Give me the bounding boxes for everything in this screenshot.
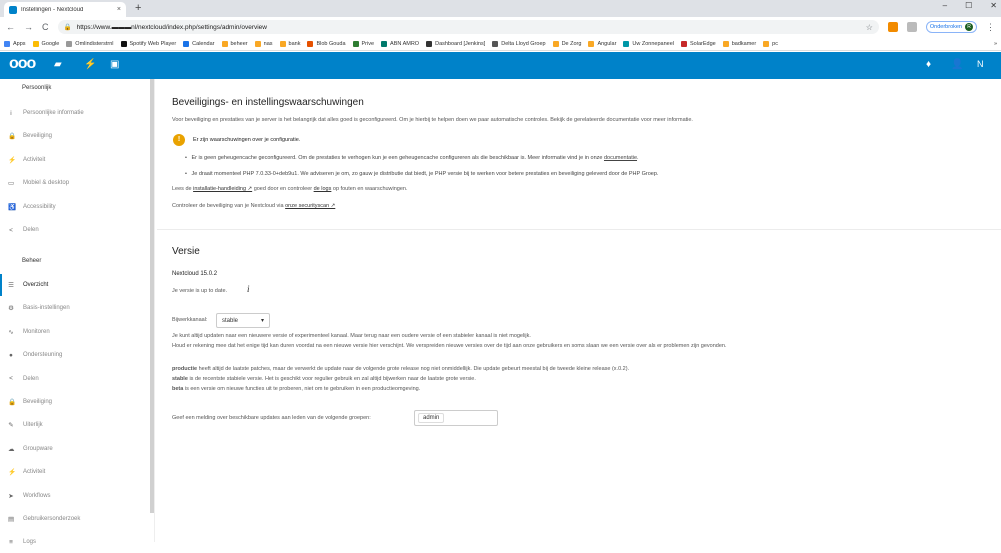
sidebar-item-activiteit[interactable] — [0, 461, 150, 483]
bookmark-item[interactable] — [121, 41, 177, 47]
scan-prefix: Controleer de beveiliging van je Nextcloud via — [172, 203, 284, 209]
sidebar-item-label: Beveiliging — [23, 133, 53, 140]
bookmark-item[interactable] — [623, 41, 674, 47]
sidebar-item-icon: ● — [9, 351, 13, 359]
sidebar-item-label: Delen — [23, 375, 39, 382]
update-channel-select[interactable] — [216, 313, 270, 328]
lock-icon: 🔒 — [63, 24, 72, 31]
notify-label: Geef een melding over beschikbare updates aan leden van de volgende groepen: — [172, 415, 371, 421]
minimize-button[interactable]: – — [942, 1, 948, 10]
sidebar-item-icon: 🔒 — [8, 399, 17, 406]
sidebar-item-persoonlijke-informatie[interactable] — [0, 102, 150, 124]
bookmark-item[interactable] — [588, 41, 616, 47]
bookmark-icon — [723, 41, 729, 47]
bookmark-icon — [33, 41, 39, 47]
sidebar-item-icon: ⚡ — [8, 156, 17, 164]
warning-icon: ! — [173, 134, 185, 146]
sidebar-item-label: Delen — [23, 227, 39, 233]
bookmark-icon — [121, 41, 127, 47]
notify-groups-input[interactable] — [414, 410, 498, 426]
group-tag[interactable]: admin — [418, 413, 444, 423]
channel-value: stable — [222, 317, 239, 324]
bookmark-item[interactable] — [492, 41, 545, 47]
sidebar-item-icon: ⚙ — [8, 305, 14, 313]
bookmark-label: nas — [263, 40, 273, 47]
sidebar-item-label: Persoonlijke informatie — [23, 110, 84, 116]
sidebar-item-beveiliging[interactable] — [0, 125, 150, 147]
bookmark-icon — [623, 41, 629, 47]
bookmark-item[interactable] — [307, 41, 345, 47]
sidebar-item-label: Gebruikersonderzoek — [23, 516, 81, 522]
bookmark-label: beheer — [230, 40, 248, 47]
bookmark-label: Omlindisterstrnl — [75, 40, 114, 47]
guide-suffix: op fouten en waarschuwingen. — [332, 186, 408, 192]
bookmark-item[interactable] — [66, 41, 113, 47]
guide-text — [172, 186, 408, 192]
bookmark-label: pc — [772, 40, 778, 47]
sidebar-heading-admin: Beheer — [22, 258, 42, 264]
bookmark-label: Spotify Web Player — [129, 40, 177, 47]
bookmark-label: SolarEdge — [690, 40, 716, 47]
bookmark-label: Uw Zonnepaneel — [632, 40, 675, 47]
extension-icon[interactable] — [888, 22, 898, 32]
scan-text — [172, 203, 335, 209]
address-bar[interactable] — [58, 20, 879, 34]
sidebar-item-logs[interactable] — [0, 531, 150, 553]
browser-tab[interactable] — [4, 2, 126, 17]
sidebar-item-icon: ∿ — [8, 328, 14, 336]
sidebar-item-icon: ✎ — [8, 422, 14, 430]
sidebar-item-label: Groupware — [23, 445, 53, 452]
sidebar-item-icon: ♿ — [8, 203, 17, 211]
sidebar-item-label: Logs — [23, 539, 37, 546]
url-text: https://www.▬▬▬nl/nextcloud/index.php/settings/admin/overview — [76, 23, 267, 31]
sidebar-item-icon: ☁ — [8, 445, 15, 453]
settings-sidebar — [0, 79, 155, 546]
beta-word: beta — [172, 386, 184, 392]
close-window-button[interactable]: ✕ — [990, 1, 997, 10]
sidebar-item-label: Basis-instellingen — [23, 305, 70, 312]
forward-icon[interactable]: → — [24, 22, 33, 32]
profile-button[interactable] — [926, 21, 977, 33]
bookmark-icon — [353, 41, 359, 47]
stable-text: is de recentste stabiele versie. Het is geschikt voor regulier gebruik en zal altijd bijwerken naar de laatste grote versie. — [189, 376, 476, 382]
sidebar-item-monitoren[interactable] — [0, 321, 150, 343]
sidebar-item-label: Mobiel & desktop — [23, 180, 70, 187]
back-icon[interactable]: ← — [6, 22, 15, 32]
bookmark-label: bank — [288, 40, 301, 47]
sidebar-item-accessibility[interactable] — [0, 196, 150, 218]
sidebar-item-label: Activiteit — [23, 156, 46, 163]
profile-label: Onderbroken — [929, 24, 962, 30]
warning-item-text: Je draait momenteel PHP 7.0.33-0+deb9u1. We adviseren je om, zo gauw je distributie dat biedt, je PHP versie bij te werken voor betere prestaties en beveiliging geleverd door de PHP Groep. — [191, 171, 659, 177]
channel-note: Je kunt altijd updaten naar een nieuwere versie of experimenteel kanaal. Maar terug naar een oudere versie of een stabieler kanaal is niet mogelijk. — [172, 333, 531, 339]
documentation-link[interactable]: documentatie — [603, 155, 638, 161]
version-section-title: Versie — [172, 246, 200, 257]
bookmark-label: Blob Gouda — [316, 40, 346, 47]
bookmark-icon — [66, 41, 72, 47]
sidebar-item-icon: ▤ — [8, 516, 15, 523]
bookmark-icon — [426, 41, 432, 47]
bookmark-item[interactable] — [280, 41, 301, 47]
new-tab-button[interactable]: + — [135, 2, 142, 14]
bookmark-label: Apps — [13, 40, 26, 47]
bookmark-label: Delta Lloyd Groep — [501, 40, 546, 47]
bookmark-label: Prive — [361, 40, 375, 47]
sidebar-item-label: Activiteit — [23, 469, 46, 476]
sidebar-item-label: Workflows — [23, 492, 51, 499]
bookmarks-bar — [0, 37, 1001, 51]
sidebar-item-icon: < — [9, 226, 13, 234]
channel-label: Bijwerkkanaal: — [172, 317, 208, 323]
bookmark-label: Angular — [597, 40, 617, 47]
window-controls — [943, 1, 997, 10]
sidebar-item-icon: ▭ — [8, 180, 15, 188]
browser-tab-strip — [0, 0, 1001, 17]
bookmark-item[interactable] — [4, 41, 26, 47]
notifications-icon[interactable]: ♦ — [926, 59, 932, 70]
production-text: heeft altijd de laatste patches, maar de verwerkt de update naar de volgende grote release nog niet onmiddellijk. Die update gebeurt meestal bij de tweede kleine release (x.0.2). — [198, 366, 630, 372]
stable-description — [172, 376, 476, 382]
guide-mid: goed door en controleer — [253, 186, 313, 192]
sidebar-item-basis-instellingen[interactable] — [0, 297, 150, 319]
warning-item-text: Er is geen geheugencache geconfigureerd. Om de prestaties te verhogen kun je een geheugencache configureren als die beschikbaar is. Meer informatie vind je in onze — [191, 155, 603, 161]
logs-link[interactable]: de logs — [313, 186, 332, 192]
sidebar-item-icon: ☰ — [8, 282, 14, 289]
sidebar-scrollbar[interactable] — [150, 79, 154, 513]
bookmark-icon — [255, 41, 261, 47]
nextcloud-favicon-icon — [9, 6, 17, 14]
sidebar-item-ondersteuning[interactable] — [0, 344, 150, 366]
channel-note-2: Houd er rekening mee dat het enige tijd kan duren voordat na een nieuwe versie hier verschijnt. We verspreiden nieuwe versies over de tijd aan onze gebruikers en soms slaan we een versie over als er problemen zijn gevonden. — [172, 343, 727, 349]
security-section-title: Beveiligings- en instellingswaarschuwingen — [172, 97, 364, 108]
bookmark-icon — [307, 41, 313, 47]
bookmark-item[interactable] — [723, 41, 756, 47]
bookmark-item[interactable] — [183, 41, 214, 47]
warning-heading: Er zijn waarschuwingen over je configuratie. — [193, 137, 301, 143]
gallery-icon[interactable]: ▣ — [110, 59, 120, 70]
sidebar-item-delen[interactable] — [0, 219, 150, 241]
sidebar-item-icon: < — [9, 375, 13, 383]
sidebar-item-mobiel-desktop[interactable] — [0, 172, 150, 194]
bookmark-icon — [492, 41, 498, 47]
sidebar-item-label: Overzicht — [23, 282, 49, 288]
bookmark-item[interactable] — [426, 41, 485, 47]
maximize-button[interactable]: ☐ — [965, 1, 973, 10]
sidebar-item-icon: ➤ — [8, 492, 14, 500]
bookmark-item[interactable] — [255, 41, 273, 47]
bookmark-item[interactable] — [353, 41, 375, 47]
bookmark-label: Calendar — [192, 40, 215, 47]
app-header — [0, 52, 1001, 79]
security-scan-link[interactable]: onze securityscan ↗ — [285, 203, 336, 209]
avatar: R — [965, 23, 973, 31]
sidebar-item-icon: ≡ — [9, 538, 13, 546]
sidebar-item-workflows[interactable] — [0, 485, 150, 507]
sidebar-item-label: Monitoren — [23, 328, 50, 335]
security-intro: Voor beveiliging en prestaties van je server is het belangrijk dat alles goed is geconfigureerd. Om je hierbij te helpen doen we paar automatische controles. Bekijk de gerelateerde documentatie voor meer informatie. — [172, 117, 693, 123]
sidebar-item-beveiliging[interactable] — [0, 391, 150, 413]
production-description — [172, 366, 629, 372]
bookmark-icon — [763, 41, 769, 47]
install-guide-link[interactable]: installatie-handleiding ↗ — [193, 186, 253, 192]
tab-close-icon[interactable]: × — [116, 6, 121, 13]
bookmark-item[interactable] — [381, 41, 419, 47]
update-status: Je versie is up to date. — [172, 288, 228, 294]
nextcloud-logo[interactable]: ooo — [9, 55, 36, 72]
bookmark-star-icon[interactable]: ☆ — [865, 22, 873, 32]
activity-icon[interactable]: ⚡ — [84, 59, 97, 70]
bookmark-label: De Zorg — [561, 40, 582, 47]
sidebar-item-icon: 🔒 — [8, 133, 17, 141]
section-divider — [157, 229, 1001, 230]
menu-icon[interactable]: ⋮ — [986, 21, 995, 32]
bookmark-icon — [681, 41, 687, 47]
bookmark-icon — [381, 41, 387, 47]
bookmark-item[interactable] — [33, 41, 60, 47]
bookmark-item[interactable] — [553, 41, 582, 47]
bookmark-item[interactable] — [763, 41, 778, 47]
contacts-icon[interactable]: 👤 — [951, 59, 964, 70]
reload-icon[interactable]: C — [42, 22, 49, 32]
sidebar-item-groupware[interactable] — [0, 438, 150, 460]
stable-word: stable — [172, 376, 188, 382]
sidebar-item-overzicht[interactable] — [0, 274, 150, 296]
bookmark-icon — [553, 41, 559, 47]
sidebar-item-label: Uiterlijk — [23, 422, 43, 429]
sidebar-item-icon: ⚡ — [8, 469, 17, 477]
sidebar-heading-personal: Persoonlijk — [22, 85, 52, 91]
sidebar-item-gebruikersonderzoek[interactable] — [0, 508, 150, 530]
info-icon[interactable]: i — [247, 284, 250, 294]
sidebar-item-icon: i — [10, 109, 12, 117]
bookmark-label: Google — [41, 40, 60, 47]
bookmark-item[interactable] — [681, 41, 716, 47]
bookmark-label: ABN AMRO — [390, 40, 420, 47]
files-icon[interactable]: ▰ — [54, 59, 62, 70]
sidebar-item-activiteit[interactable] — [0, 149, 150, 171]
chevron-down-icon: ▾ — [260, 318, 264, 324]
main-content — [157, 79, 1001, 542]
sidebar-item-uiterlijk[interactable] — [0, 414, 150, 436]
bookmark-icon — [183, 41, 189, 47]
bookmark-item[interactable] — [222, 41, 248, 47]
sidebar-item-label: Beveiliging — [23, 399, 53, 405]
bookmark-icon — [280, 41, 286, 47]
bookmark-label: Dashboard [Jenkins] — [435, 40, 486, 47]
user-menu[interactable]: N — [977, 59, 984, 69]
product-version: Nextcloud 15.0.2 — [172, 271, 218, 277]
warning-item: • Je draait momenteel PHP 7.0.33-0+deb9u1. We adviseren je om, zo gauw je distributie dat biedt, je PHP versie bij te werken voor betere prestaties en beveiliging geleverd door de PHP Groep. — [185, 171, 659, 177]
bookmark-icon — [588, 41, 594, 47]
bookmark-label: badkamer — [731, 40, 757, 47]
sidebar-item-label: Ondersteuning — [23, 352, 63, 359]
extension-icon[interactable] — [907, 22, 917, 32]
beta-text: is een versie om nieuwe functies uit te proberen, niet om te gebruiken in een productieomgeving. — [184, 386, 421, 392]
guide-prefix: Lees de — [172, 186, 192, 192]
bookmarks-overflow-button[interactable]: » — [993, 40, 997, 47]
bookmark-icon — [4, 41, 10, 47]
beta-description — [172, 386, 420, 392]
production-word: productie — [172, 366, 198, 372]
sidebar-item-label: Accessibility — [23, 203, 56, 210]
tab-title: Instellingen - Nextcloud — [21, 6, 84, 13]
bookmark-icon — [222, 41, 228, 47]
browser-toolbar — [0, 17, 1001, 37]
sidebar-item-delen[interactable] — [0, 368, 150, 390]
warning-item: • Er is geen geheugencache geconfigureerd. Om de prestaties te verhogen kun je een geheugencache configureren als die beschikbaar is. Meer informatie vind je in onze documentatie. — [185, 155, 639, 161]
